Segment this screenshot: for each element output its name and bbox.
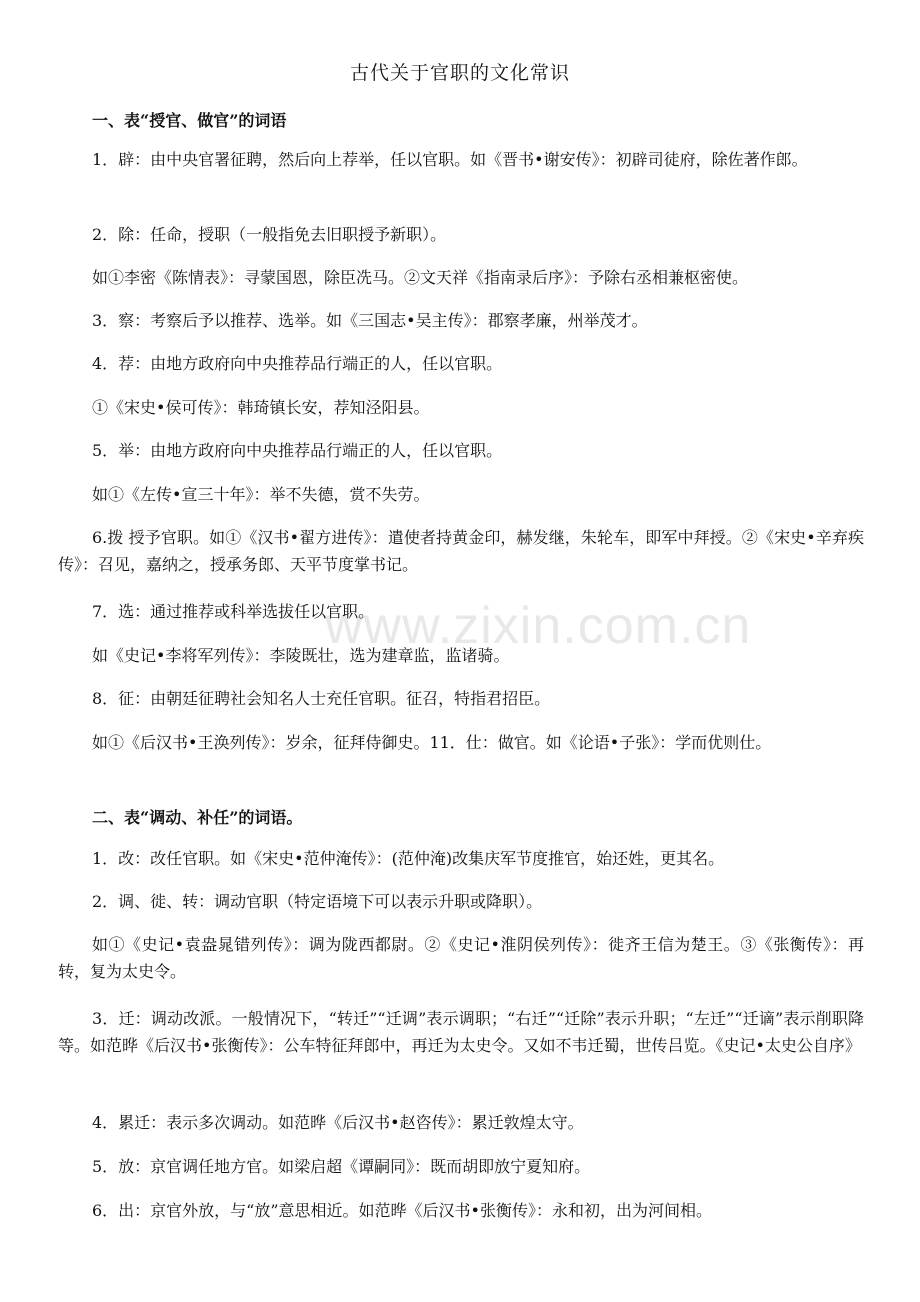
section-heading: 二、表“调动、补任”的词语。	[92, 808, 303, 827]
paragraph: 6.拨 授予官职。如①《汉书•翟方进传》：遣使者持黄金印，赫发继，朱轮车，即军中拜授。②《宋史•辛弃疾传》：召见，嘉纳之，授承务郎、天平节度掌书记。	[58, 528, 864, 574]
paragraph: ①《宋史•侯可传》：韩琦镇长安，荐知泾阳县。	[92, 398, 430, 417]
paragraph: 如①《后汉书•王涣列传》：岁余，征拜侍御史。11．仕：做官。如《论语•子张》：学而优则仕。	[92, 733, 772, 752]
watermark: www.zixin.com.cn	[325, 597, 752, 655]
paragraph: 5．举：由地方政府向中央推荐品行端正的人，任以官职。	[92, 441, 503, 460]
page-title: 古代关于官职的文化常识	[349, 62, 570, 84]
paragraph: 1．改：改任官职。如《宋史•范仲淹传》：(范仲淹)改集庆军节度推官，始还姓，更其名。	[92, 849, 725, 868]
paragraph: 如①《左传•宣三十年》：举不失德，赏不失劳。	[92, 485, 430, 504]
paragraph: 8．征：由朝廷征聘社会知名人士充任官职。征召，特指君招臣。	[92, 689, 551, 708]
paragraph: 6．出：京官外放，与“放”意思相近。如范晔《后汉书•张衡传》：永和初，出为河间相。	[92, 1201, 712, 1220]
section-heading: 一、表“授官、做官”的词语	[92, 111, 287, 130]
paragraph: 如①李密《陈情表》：寻蒙国恩，除臣冼马。②文天祥《指南录后序》：予除右丞相兼枢密使。	[92, 268, 749, 287]
paragraph: 7．选：通过推荐或科举选拔任以官职。	[92, 602, 375, 621]
paragraph: 4．荐：由地方政府向中央推荐品行端正的人，任以官职。	[92, 354, 503, 373]
paragraph: 3．察：考察后予以推荐、选举。如《三国志•吴主传》：郡察孝廉，州举茂才。	[92, 311, 648, 330]
paragraph: 如《史记•李将军列传》：李陵既壮，选为建章监，监诸骑。	[92, 646, 510, 665]
paragraph: 1．辟：由中央官署征聘，然后向上荐举，任以官职。如《晋书•谢安传》：初辟司徒府，除佐著作郎。	[92, 150, 808, 169]
paragraph: 3．迁：调动改派。一般情况下，“转迁”“迁调”表示调职；“右迁”“迁除”表示升职；“左迁”“迁谪”表示削职降等。如范晔《后汉书•张衡传》：公车特征拜郎中，再迁为太史令。又如不韦迁蜀，世传吕览。《史记•太史公自序》	[58, 1009, 864, 1055]
paragraph: 2．调、徙、转：调动官职（特定语境下可以表示升职或降职）。	[92, 892, 543, 911]
paragraph: 5．放：京官调任地方官。如梁启超《谭嗣同》：既而胡即放宁夏知府。	[92, 1157, 591, 1176]
paragraph: 2．除：任命，授职（一般指免去旧职授予新职）。	[92, 225, 447, 244]
paragraph: 4．累迁：表示多次调动。如范晔《后汉书•赵咨传》：累迁敦煌太守。	[92, 1113, 584, 1132]
paragraph: 如①《史记•袁盎晁错列传》：调为陇西都尉。②《史记•淮阴侯列传》：徙齐王信为楚王。③《张衡传》：再转，复为太史令。	[58, 935, 864, 981]
